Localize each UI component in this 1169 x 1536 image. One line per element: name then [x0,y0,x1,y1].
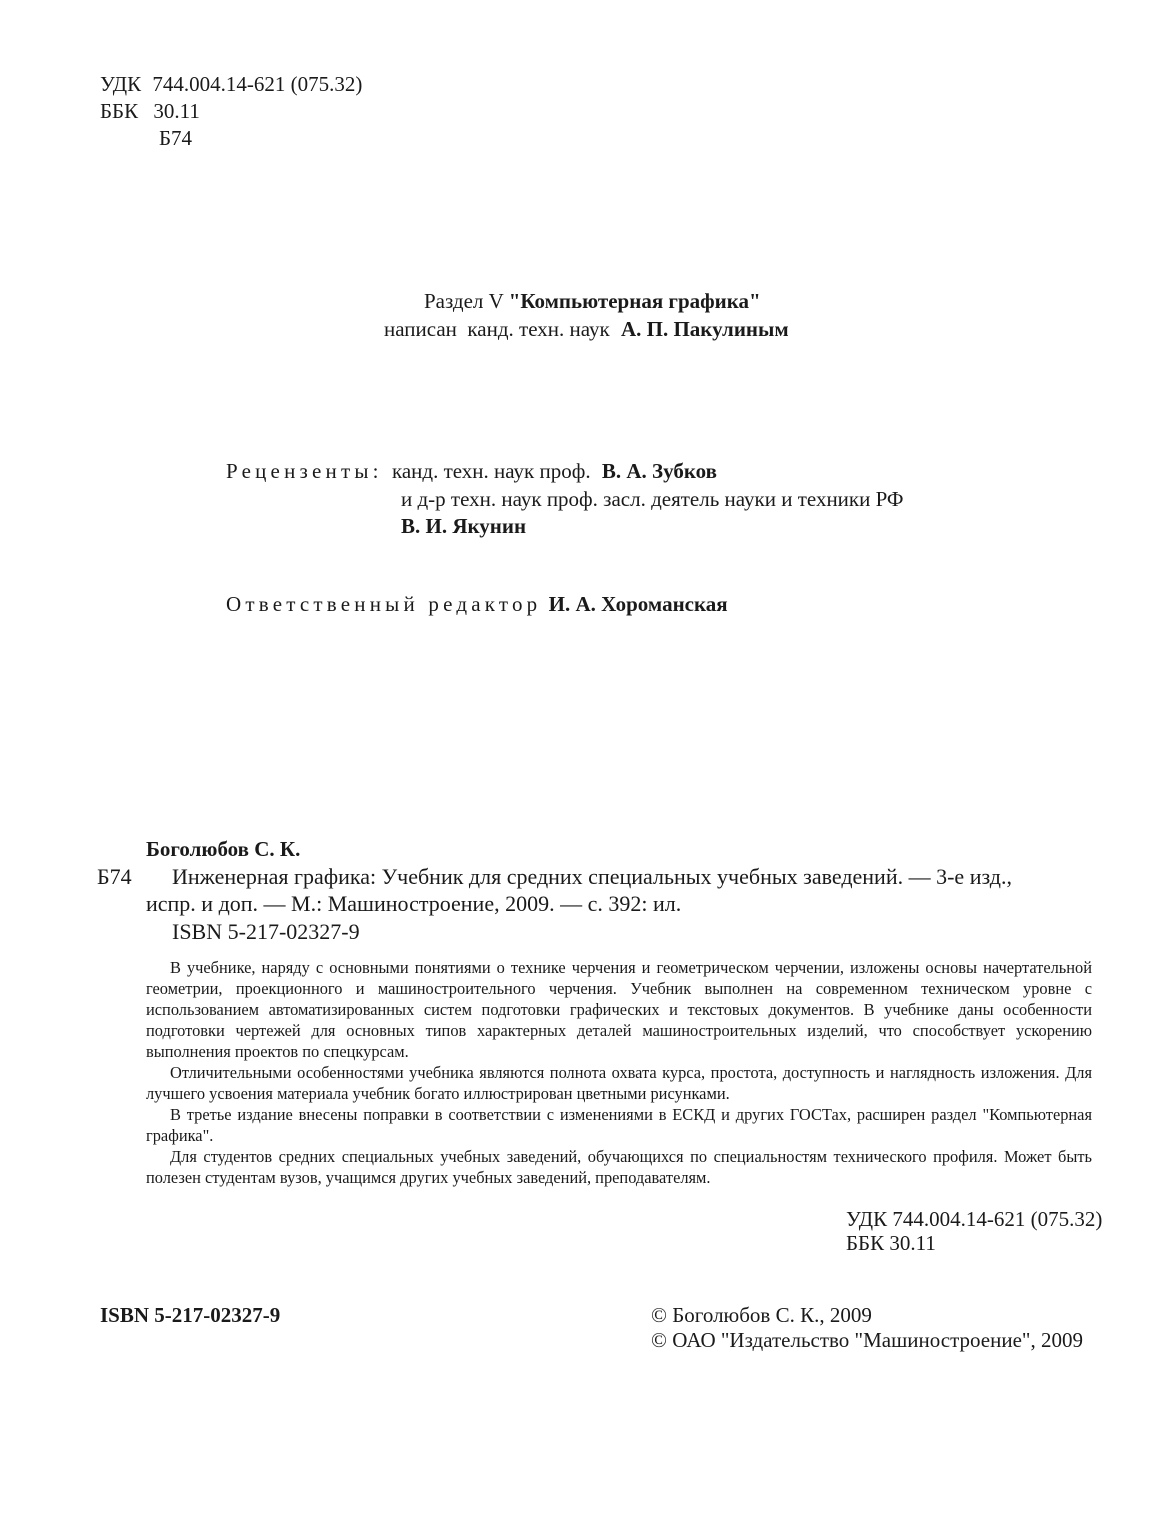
section-author-prefix: написан канд. техн. наук [384,317,610,341]
bib-line2: испр. и доп. — М.: Машиностроение, 2009. — с. 392: ил. [146,891,682,916]
annotation [146,957,1092,1188]
bbk-line [100,98,200,125]
annotation-paragraph: Для студентов средних специальных учебных заведений, обучающихся по специальностям технического профиля. Может быть полезен студентам вузов, учащимся других учебных заведений, преподавателям. [146,1147,1092,1187]
index-udk: УДК 744.004.14-621 (075.32) [846,1207,1103,1231]
section-prefix: Раздел V [424,289,504,313]
section-credit-line1 [424,288,761,315]
reviewers-label: Рецензенты: [226,459,383,483]
reviewer2-name: В. И. Якунин [401,514,527,538]
editor-label: Ответственный редактор [226,592,542,616]
bib-mark: Б74 [97,864,132,889]
section-author-name: А. П. Пакулиным [620,317,789,341]
editor-line [226,591,728,618]
annotation-paragraph: В учебнике, наряду с основными понятиями о технике черчения и геометрическом черчении, изложены основы начертательной геометрии, проекционного и машиностроительного черчения. Учебник выполнен на современном техническом уровне с использованием автоматизированных систем подготовки графических и текстовых документов. В учебнике даны особенности подготовки чертежей для основных типов характерных деталей машиностроительных изделий, что способствует ускорению выполнения проектов по спецкурсам. [146,958,1092,1061]
bib-author: Боголюбов С. К. [146,837,301,861]
footer-isbn: ISBN 5-217-02327-9 [100,1303,281,1327]
author-mark: Б74 [159,126,193,150]
editor-name: И. А. Хороманская [548,592,728,616]
annotation-paragraph: Отличительными особенностями учебника являются полнота охвата курса, простота, доступность и наглядность изложения. Для лучшего усвоения материала учебник богато иллюстрирован цветными рисунками. [146,1063,1092,1103]
udk-line [100,71,362,98]
reviewer1-credentials: канд. техн. наук проф. [391,459,591,483]
section-credit-line2 [384,316,789,343]
bbk-value: 30.11 [153,99,200,123]
reviewers-line1 [226,458,717,485]
copyright-author: © Боголюбов С. К., 2009 [651,1303,872,1327]
bib-isbn: ISBN 5-217-02327-9 [172,919,360,944]
udk-value: 744.004.14-621 (075.32) [152,72,363,96]
bbk-label: ББК [100,99,139,123]
section-title: "Компьютерная графика" [508,289,761,313]
index-bbk: ББК 30.11 [846,1231,936,1255]
annotation-paragraph: В третье издание внесены поправки в соответствии с изменениями в ЕСКД и других ГОСТах, расширен раздел "Компьютерная графика". [146,1105,1092,1145]
copyright-publisher: © ОАО "Издательство "Машиностроение", 2009 [651,1328,1083,1352]
reviewer1-name: В. А. Зубков [601,459,717,483]
bib-line1: Инженерная графика: Учебник для средних специальных учебных заведений. — 3-е изд., [172,864,1012,889]
udk-label: УДК [100,72,142,96]
reviewer2-credentials: и д-р техн. наук проф. засл. деятель науки и техники РФ [401,487,904,511]
